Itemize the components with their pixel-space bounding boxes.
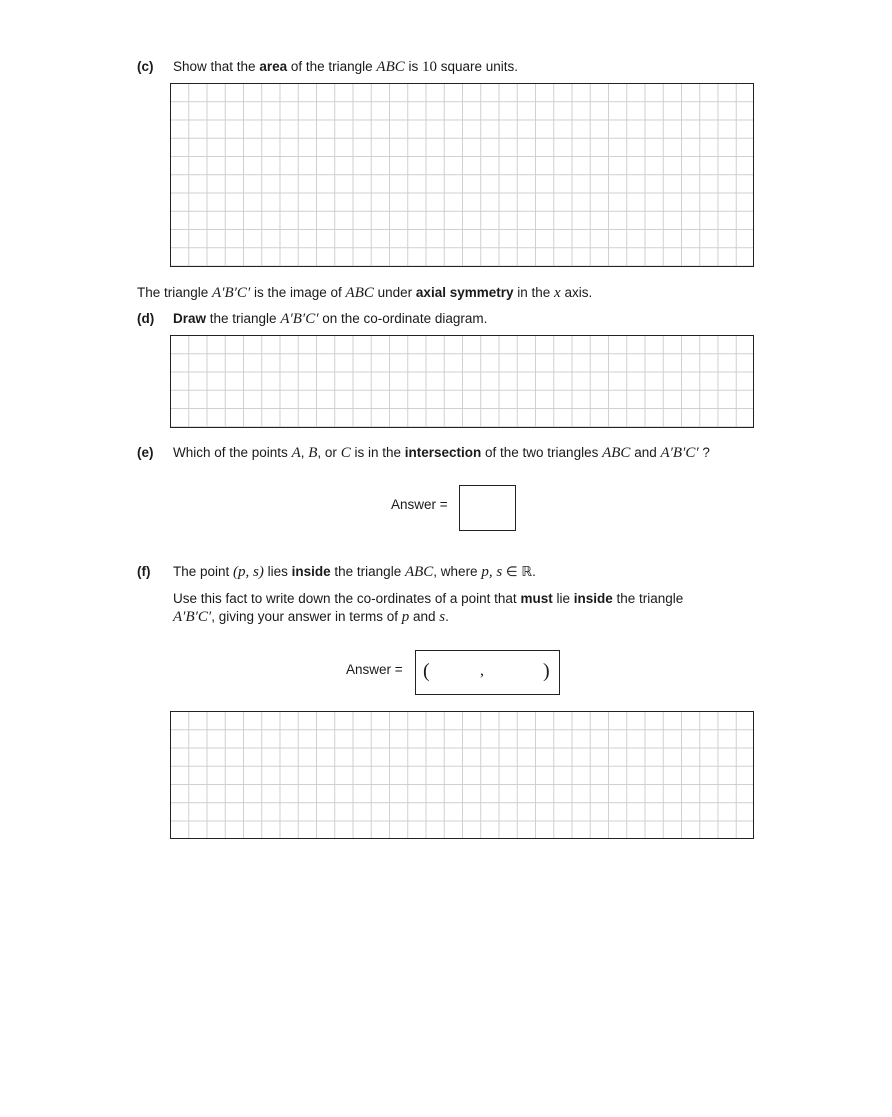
emphasis: must (520, 591, 553, 606)
math: s (439, 609, 446, 625)
math: p (401, 609, 410, 625)
text: is the image of (250, 285, 346, 300)
text: . (445, 609, 449, 624)
emphasis: axial symmetry (415, 285, 514, 300)
question-e-text (173, 445, 710, 462)
answer-box-f[interactable] (415, 650, 560, 695)
math: A′B′C′ (173, 609, 212, 625)
text: the triangle (206, 311, 281, 326)
math: B (308, 445, 318, 461)
math: ABC (376, 59, 405, 75)
question-c-text (173, 59, 518, 76)
text: the triangle (612, 591, 684, 606)
math: ABC (602, 445, 631, 461)
emphasis: inside (291, 564, 331, 579)
number: 10 (422, 59, 438, 75)
text: Which of the points (173, 445, 292, 460)
text: The triangle (137, 285, 213, 300)
emphasis: inside (573, 591, 613, 606)
question-f-text-line3 (173, 609, 449, 626)
emphasis: area (259, 59, 288, 74)
text: , (300, 445, 309, 460)
text: of the triangle (287, 59, 377, 74)
answer-label-e: Answer = (391, 497, 448, 512)
answer-grid-d[interactable] (170, 335, 754, 428)
text: Use this fact to write down the co-ordinates of a point that (173, 591, 521, 606)
text: , or (317, 445, 341, 460)
answer-grid-f[interactable] (170, 711, 754, 839)
text: and (630, 445, 661, 460)
text: in the (513, 285, 555, 300)
text: The point (173, 564, 234, 579)
text: Show that the (173, 59, 260, 74)
close-paren: ) (543, 660, 550, 682)
question-d-text (173, 311, 487, 328)
intro-statement (137, 285, 592, 302)
text: ? (698, 445, 710, 460)
text: the triangle (330, 564, 405, 579)
question-d-label: (d) (137, 311, 155, 326)
text: is (404, 59, 423, 74)
text: of the two triangles (481, 445, 603, 460)
question-e-label: (e) (137, 445, 154, 460)
math: A′B′C′ (280, 311, 319, 327)
question-f-label: (f) (137, 564, 151, 579)
text: ∈ ℝ. (502, 564, 536, 579)
text: is in the (350, 445, 405, 460)
text: , giving your answer in terms of (211, 609, 402, 624)
answer-label-f: Answer = (346, 662, 403, 677)
math: A′B′C′ (212, 285, 251, 301)
text: lie (552, 591, 574, 606)
answer-box-e[interactable] (459, 485, 516, 531)
question-f-text-line2 (173, 591, 683, 606)
open-paren: ( (423, 660, 430, 682)
math: C (340, 445, 351, 461)
text: axis. (560, 285, 593, 300)
question-c-label: (c) (137, 59, 154, 74)
question-f-text-line1 (173, 564, 536, 581)
emphasis: Draw (173, 311, 207, 326)
math: A′B′C′ (660, 445, 699, 461)
text: lies (263, 564, 292, 579)
math: (p, s) (233, 564, 264, 580)
text: on the co-ordinate diagram. (318, 311, 488, 326)
text: and (409, 609, 440, 624)
emphasis: intersection (404, 445, 482, 460)
math: p, s (481, 564, 503, 580)
math: ABC (345, 285, 374, 301)
answer-grid-c[interactable] (170, 83, 754, 267)
text: under (373, 285, 416, 300)
math: A (291, 445, 301, 461)
comma-separator: , (480, 662, 484, 679)
text: , where (433, 564, 482, 579)
text: square units. (437, 59, 519, 74)
math: ABC (404, 564, 434, 580)
math: x (554, 285, 561, 301)
